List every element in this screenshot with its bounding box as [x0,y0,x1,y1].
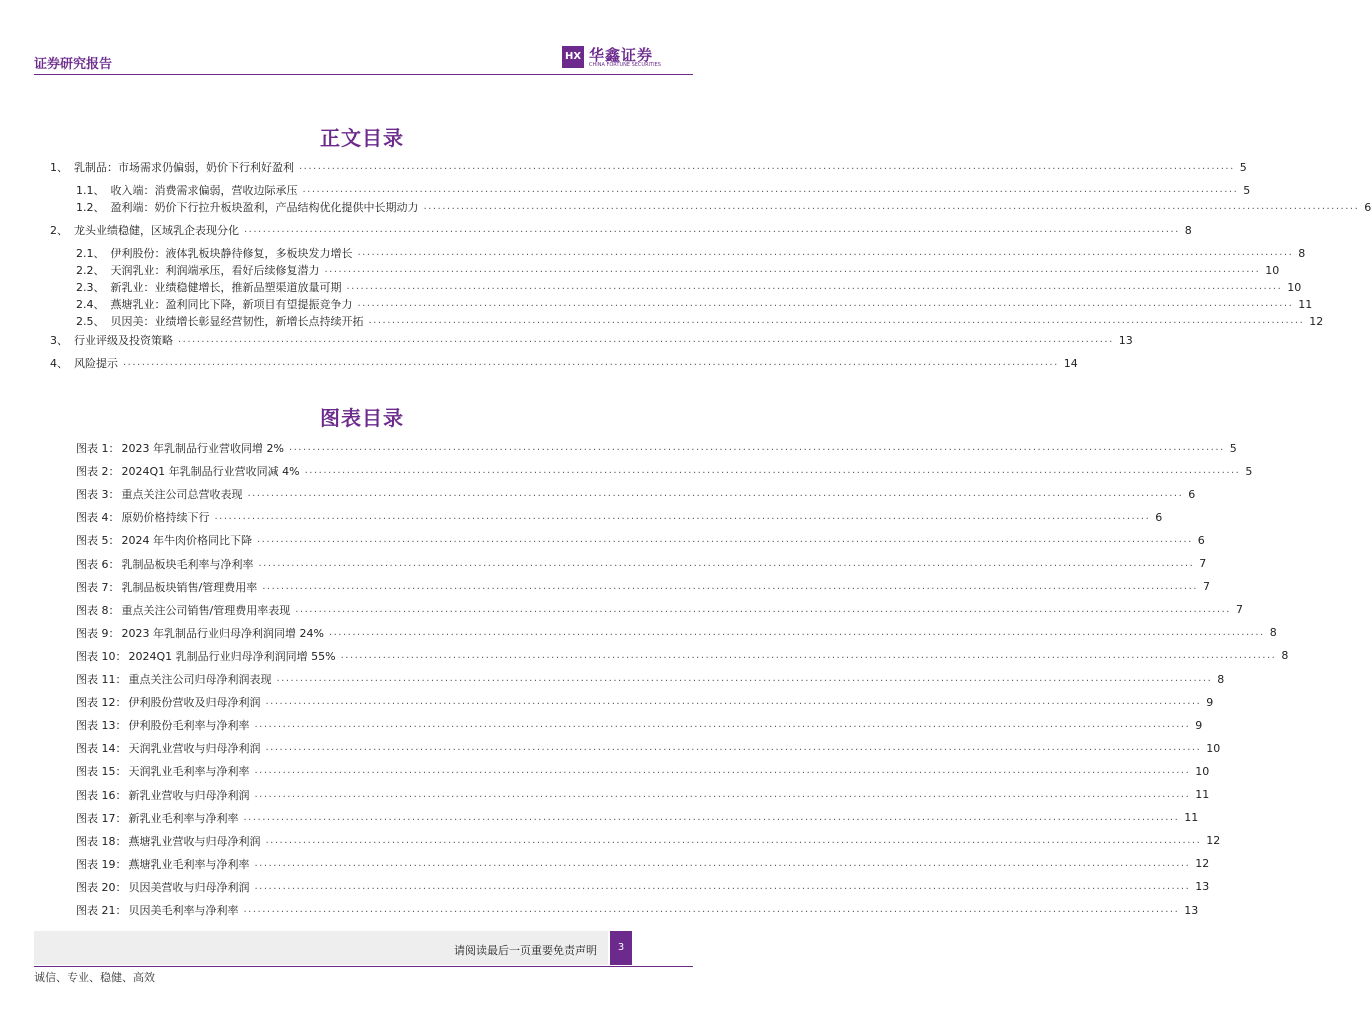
toc-entry-text: 燕塘乳业：盈利同比下降，新项目有望提振竞争力 [110,298,353,311]
toc-entry-number: 2.2、 [76,264,105,277]
figure-entry-page: 8 [1269,626,1277,640]
toc-entry[interactable] [50,355,1078,371]
figure-entry-label: 图表 10： [76,649,127,663]
toc-entry-number: 4、 [50,357,68,370]
dot-leader: ........................................................................................................................................................................................................ [262,580,1198,592]
figure-entry-page: 7 [1199,557,1207,570]
figure-entry-label: 图表 17： [76,811,127,825]
company-motto: 诚信、专业、稳健、高效 [34,971,155,984]
toc-entry-text: 盈利端：奶价下行拉升板块盈利，产品结构优化提供中长期动力 [110,201,419,214]
toc-entry[interactable] [76,262,1280,278]
toc-entry-page: 10 [1287,280,1302,294]
figure-entry-label: 图表 6： [76,557,120,571]
toc-entry[interactable] [76,279,1302,295]
toc-entry-page: 11 [1298,297,1313,311]
figure-entry-text: 2024Q1 年乳制品行业营收同减 4% [121,465,300,479]
figure-entry[interactable] [76,740,1221,756]
figure-entry[interactable] [76,902,1199,918]
figure-entry-page: 11 [1184,811,1199,825]
toc-entry-page: 10 [1265,263,1280,277]
figure-entry[interactable] [76,648,1289,664]
figure-list-title: 图表目录 [320,406,404,430]
figure-entry-label: 图表 18： [76,834,127,848]
dot-leader: ........................................................................................................................................................................................................ [304,465,1241,477]
dot-leader: ........................................................................................................................................................................................................ [357,298,1294,309]
figure-entry[interactable] [76,856,1210,872]
dot-leader: ........................................................................................................................................................................................................ [254,765,1191,777]
dot-leader: ........................................................................................................................................................................................................ [328,626,1265,638]
figure-entry-page: 9 [1206,695,1214,709]
toc-entry-page: 8 [1298,246,1306,260]
toc-entry[interactable] [50,332,1133,348]
figure-entry-label: 图表 16： [76,788,127,802]
toc-entry[interactable] [50,222,1192,238]
dot-leader: ........................................................................................................................................................................................................ [324,264,1261,275]
toc-entry-page: 14 [1063,356,1078,370]
figure-entry-text: 重点关注公司总营收表现 [121,488,243,502]
toc-entry-text: 新乳业：业绩稳健增长，推新品塑渠道放量可期 [110,281,342,294]
dot-leader: ........................................................................................................................................................................................................ [340,649,1277,661]
figure-entry-label: 图表 9： [76,626,120,640]
toc-entry-number: 2.1、 [76,247,105,260]
toc-entry-number: 1.2、 [76,201,105,214]
footer-divider [34,966,693,967]
dot-leader: ........................................................................................................................................................................................................ [243,811,1180,823]
figure-entry[interactable] [76,717,1203,733]
figure-entry[interactable] [76,671,1225,687]
dot-leader: ........................................................................................................................................................................................................ [254,788,1191,800]
figure-entry-text: 2024 年牛肉价格同比下降 [121,534,252,548]
figure-entry[interactable] [76,509,1163,525]
figure-entry-text: 新乳业营收与归母净利润 [128,788,250,802]
figure-entry-text: 天润乳业毛利率与净利率 [128,765,250,779]
toc-entry[interactable] [76,296,1313,312]
figure-entry[interactable] [76,440,1237,456]
logo-mark-icon: HX [562,46,584,68]
toc-entry-text: 天润乳业：利润端承压，看好后续修复潜力 [110,264,320,277]
dot-leader: ........................................................................................................................................................................................................ [243,904,1180,915]
dot-leader: ........................................................................................................................................................................................................ [123,357,1059,368]
figure-entry[interactable] [76,833,1221,849]
toc-entry-page: 8 [1184,223,1192,237]
figure-entry-label: 图表 14： [76,742,127,756]
figure-entry-text: 原奶价格持续下行 [121,511,210,525]
toc-entry-number: 1.1、 [76,184,105,197]
figure-entry-page: 13 [1184,903,1199,917]
figure-entry-page: 13 [1195,880,1210,894]
figure-entry-page: 11 [1195,788,1210,801]
logo-chinese-name: 华鑫证券 [589,46,654,64]
figure-entry[interactable] [76,810,1199,826]
dot-leader: ........................................................................................................................................................................................................ [265,742,1202,754]
figure-entry-text: 伊利股份毛利率与净利率 [128,719,250,733]
figure-entry-label: 图表 7： [76,580,120,594]
figure-entry[interactable] [76,879,1210,895]
figure-entry-label: 图表 19： [76,857,127,871]
toc-entry-page: 6 [1364,200,1371,214]
figure-entry-label: 图表 13： [76,719,127,733]
figure-entry-page: 10 [1206,741,1221,755]
toc-entry-text: 伊利股份：液体乳板块静待修复，多板块发力增长 [110,247,353,260]
figure-entry[interactable] [76,763,1210,779]
figure-entry-page: 6 [1155,510,1163,524]
dot-leader: ........................................................................................................................................................................................................ [254,880,1191,892]
dot-leader: ........................................................................................................................................................................................................ [244,224,1180,235]
dot-leader: ........................................................................................................................................................................................................ [265,834,1202,846]
toc-entry-text: 收入端：消费需求偏弱，营收边际承压 [110,184,298,197]
figure-entry-text: 2023 年乳制品行业营收同增 2% [121,442,284,455]
dot-leader: ........................................................................................................................................................................................................ [247,488,1184,500]
toc-entry-text: 风险提示 [74,357,118,370]
dot-leader: ........................................................................................................................................................................................................ [357,247,1294,258]
toc-title: 正文目录 [320,126,404,150]
dot-leader: ........................................................................................................................................................................................................ [257,534,1193,546]
figure-entry-text: 2023 年乳制品行业归母净利润同增 24% [121,626,324,640]
figure-entry-text: 重点关注公司归母净利润表现 [128,673,272,686]
figure-entry[interactable] [76,486,1196,502]
toc-entry[interactable] [76,182,1251,198]
figure-entry-page: 6 [1188,487,1196,501]
figure-entry-label: 图表 15： [76,765,127,779]
figure-entry-page: 6 [1197,533,1205,547]
page-number: 3 [610,931,632,965]
figure-entry-text: 燕塘乳业毛利率与净利率 [128,857,250,871]
figure-entry-label: 图表 1： [76,442,120,455]
figure-entry-text: 新乳业毛利率与净利率 [128,811,239,825]
figure-entry-page: 5 [1245,464,1253,478]
toc-entry[interactable] [76,199,1371,215]
toc-entry[interactable] [50,159,1247,175]
dot-leader: ........................................................................................................................................................................................................ [288,442,1225,453]
dot-leader: ........................................................................................................................................................................................................ [299,161,1235,172]
toc-entry-page: 12 [1309,314,1324,328]
figure-entry[interactable] [76,787,1210,803]
figure-entry-label: 图表 5： [76,534,120,548]
toc-entry-number: 3、 [50,334,68,347]
figure-entry[interactable] [76,694,1214,710]
dot-leader: ........................................................................................................................................................................................................ [265,696,1202,708]
toc-entry[interactable] [76,313,1324,329]
figure-entry-text: 贝因美营收与归母净利润 [128,880,250,894]
figure-entry-text: 贝因美毛利率与净利率 [128,904,239,917]
header-divider [34,74,693,75]
dot-leader: ........................................................................................................................................................................................................ [423,201,1360,212]
dot-leader: ........................................................................................................................................................................................................ [295,603,1231,615]
toc-entry-text: 龙头业绩稳健，区域乳企表现分化 [74,224,239,237]
figure-entry-label: 图表 11： [76,673,127,686]
figure-entry-text: 燕塘乳业营收与归母净利润 [128,834,261,848]
figure-entry-label: 图表 20： [76,880,127,894]
figure-entry[interactable] [76,625,1277,641]
toc-entry-text: 行业评级及投资策略 [74,334,173,347]
figure-entry-label: 图表 21： [76,904,127,917]
figure-entry-label: 图表 2： [76,465,120,479]
dot-leader: ........................................................................................................................................................................................................ [346,281,1283,292]
figure-entry-page: 7 [1235,603,1243,617]
figure-entry[interactable] [76,463,1253,479]
figure-entry-page: 9 [1195,718,1203,732]
figure-entry-label: 图表 12： [76,696,127,710]
toc-entry-page: 5 [1239,160,1247,174]
figure-entry[interactable] [76,532,1205,548]
dot-leader: ........................................................................................................................................................................................................ [254,719,1191,731]
toc-entry-number: 1、 [50,161,68,174]
toc-entry-number: 2、 [50,224,68,237]
toc-entry-number: 2.4、 [76,298,105,311]
dot-leader: ........................................................................................................................................................................................................ [254,857,1191,869]
figure-entry-text: 乳制品板块销售/管理费用率 [121,580,258,594]
figure-entry-text: 2024Q1 乳制品行业归母净利润同增 55% [128,649,336,663]
figure-entry-page: 10 [1195,764,1210,778]
figure-entry-page: 7 [1202,580,1210,594]
toc-entry-number: 2.3、 [76,281,105,294]
disclaimer-notice[interactable]: 请阅读最后一页重要免责声明 [454,944,597,957]
toc-entry-text: 贝因美：业绩增长彰显经营韧性，新增长点持续开拓 [110,315,364,328]
figure-entry[interactable] [76,602,1243,618]
dot-leader: ........................................................................................................................................................................................................ [258,557,1195,569]
figure-entry-page: 8 [1217,672,1225,686]
toc-entry-text: 乳制品：市场需求仍偏弱，奶价下行利好盈利 [74,161,294,174]
figure-entry-text: 重点关注公司销售/管理费用率表现 [121,603,291,617]
toc-entry[interactable] [76,245,1306,261]
figure-entry-page: 12 [1206,834,1221,848]
toc-entry-number: 2.5、 [76,315,105,328]
figure-entry-page: 12 [1195,857,1210,871]
report-type-label: 证券研究报告 [34,57,113,72]
figure-entry-page: 8 [1281,649,1289,663]
figure-entry-label: 图表 3： [76,488,120,502]
dot-leader: ........................................................................................................................................................................................................ [276,673,1213,684]
figure-entry-label: 图表 8： [76,603,120,617]
toc-entry-page: 5 [1243,183,1251,197]
toc-entry-page: 13 [1118,333,1133,347]
figure-entry-text: 乳制品板块毛利率与净利率 [121,557,254,571]
dot-leader: ........................................................................................................................................................................................................ [214,511,1151,523]
figure-entry[interactable] [76,579,1210,595]
dot-leader: ........................................................................................................................................................................................................ [368,315,1305,326]
logo-english-name: CHINA FORTUNE SECURITIES [589,62,661,68]
figure-entry[interactable] [76,556,1207,572]
dot-leader: ........................................................................................................................................................................................................ [178,334,1114,345]
figure-entry-label: 图表 4： [76,511,120,525]
figure-entry-text: 天润乳业营收与归母净利润 [128,742,261,756]
figure-entry-text: 伊利股份营收及归母净利润 [128,696,261,710]
dot-leader: ........................................................................................................................................................................................................ [302,184,1239,195]
figure-entry-page: 5 [1229,441,1237,455]
